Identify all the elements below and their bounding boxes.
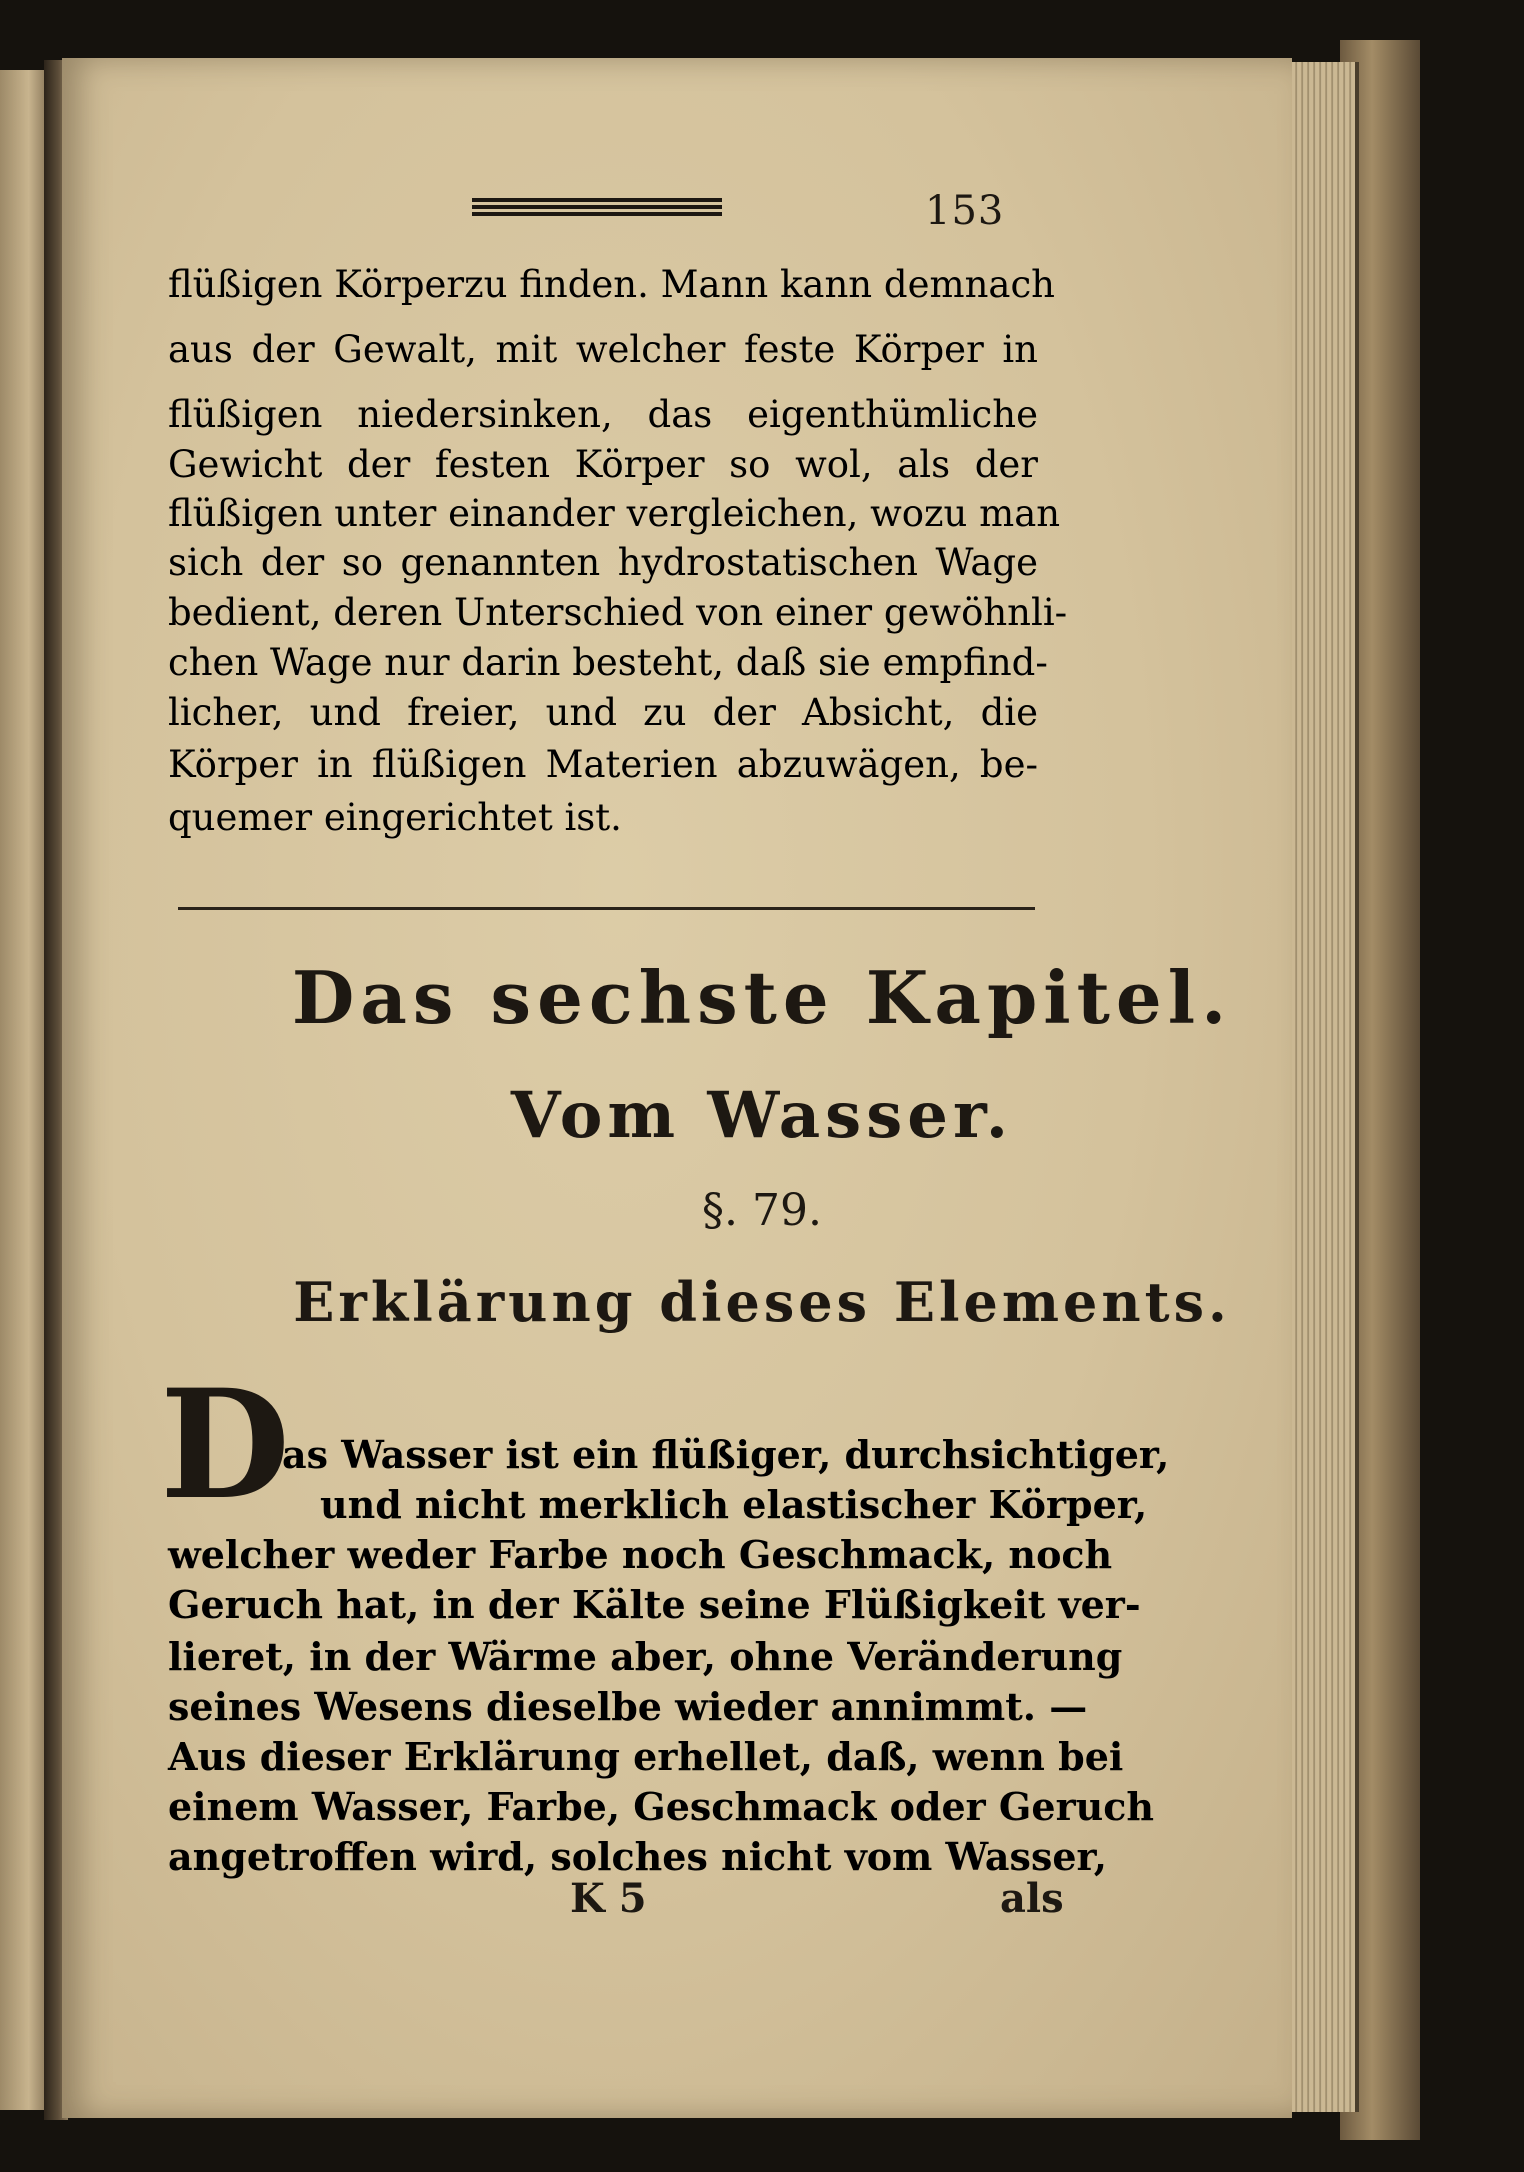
chapter-subtitle: Vom Wasser.: [510, 1078, 1014, 1153]
page-number: 153: [925, 188, 1005, 234]
section-divider: [178, 907, 1035, 910]
text-line: sich der so genannten hydrostatischen Wage: [168, 541, 1038, 584]
text-line: bedient, deren Unterschied von einer gewöhnli-: [168, 591, 1068, 634]
text-line: einem Wasser, Farbe, Geschmack oder Geruch: [168, 1784, 1154, 1829]
text-line: lieret, in der Wärme aber, ohne Veränderung: [168, 1634, 1123, 1679]
catchword: als: [1000, 1875, 1064, 1922]
text-line: Geruch hat, in der Kälte seine Flüßigkeit ver-: [168, 1582, 1141, 1627]
section-number: §. 79.: [702, 1185, 822, 1236]
text-line: Körper in flüßigen Materien abzuwägen, be-: [168, 743, 1038, 786]
text-line: aus der Gewalt, mit welcher feste Körper in: [168, 328, 1038, 371]
text-line: Aus dieser Erklärung erhellet, daß, wenn bei: [168, 1734, 1124, 1779]
text-line: quemer eingerichtet ist.: [168, 796, 622, 839]
text-line: flüßigen unter einander vergleichen, wozu man: [168, 492, 1061, 535]
signature-mark: K 5: [570, 1875, 647, 1922]
section-heading: Erklärung dieses Elements.: [293, 1270, 1231, 1334]
text-line: flüßigen niedersinken, das eigenthümliche: [168, 393, 1038, 436]
text-line: und nicht merklich elastischer Körper,: [320, 1482, 1148, 1527]
drop-cap: D: [160, 1357, 291, 1533]
text-line: angetroffen wird, solches nicht vom Wasser,: [168, 1834, 1107, 1879]
text-line: as Wasser ist ein flüßiger, durchsichtiger,: [282, 1432, 1170, 1477]
text-line: Gewicht der festen Körper so wol, als der: [168, 443, 1038, 486]
text-line: seines Wesens dieselbe wieder annimmt. —: [168, 1684, 1088, 1729]
chapter-title: Das sechste Kapitel.: [291, 955, 1233, 1040]
text-line: licher, und freier, und zu der Absicht, die: [168, 691, 1038, 734]
text-line: chen Wage nur darin besteht, daß sie empfind-: [168, 641, 1048, 684]
header-ornament-rule: [472, 198, 722, 216]
text-line: welcher weder Farbe noch Geschmack, noch: [168, 1532, 1113, 1577]
text-line: flüßigen Körperzu finden. Mann kann demnach: [168, 263, 1056, 306]
